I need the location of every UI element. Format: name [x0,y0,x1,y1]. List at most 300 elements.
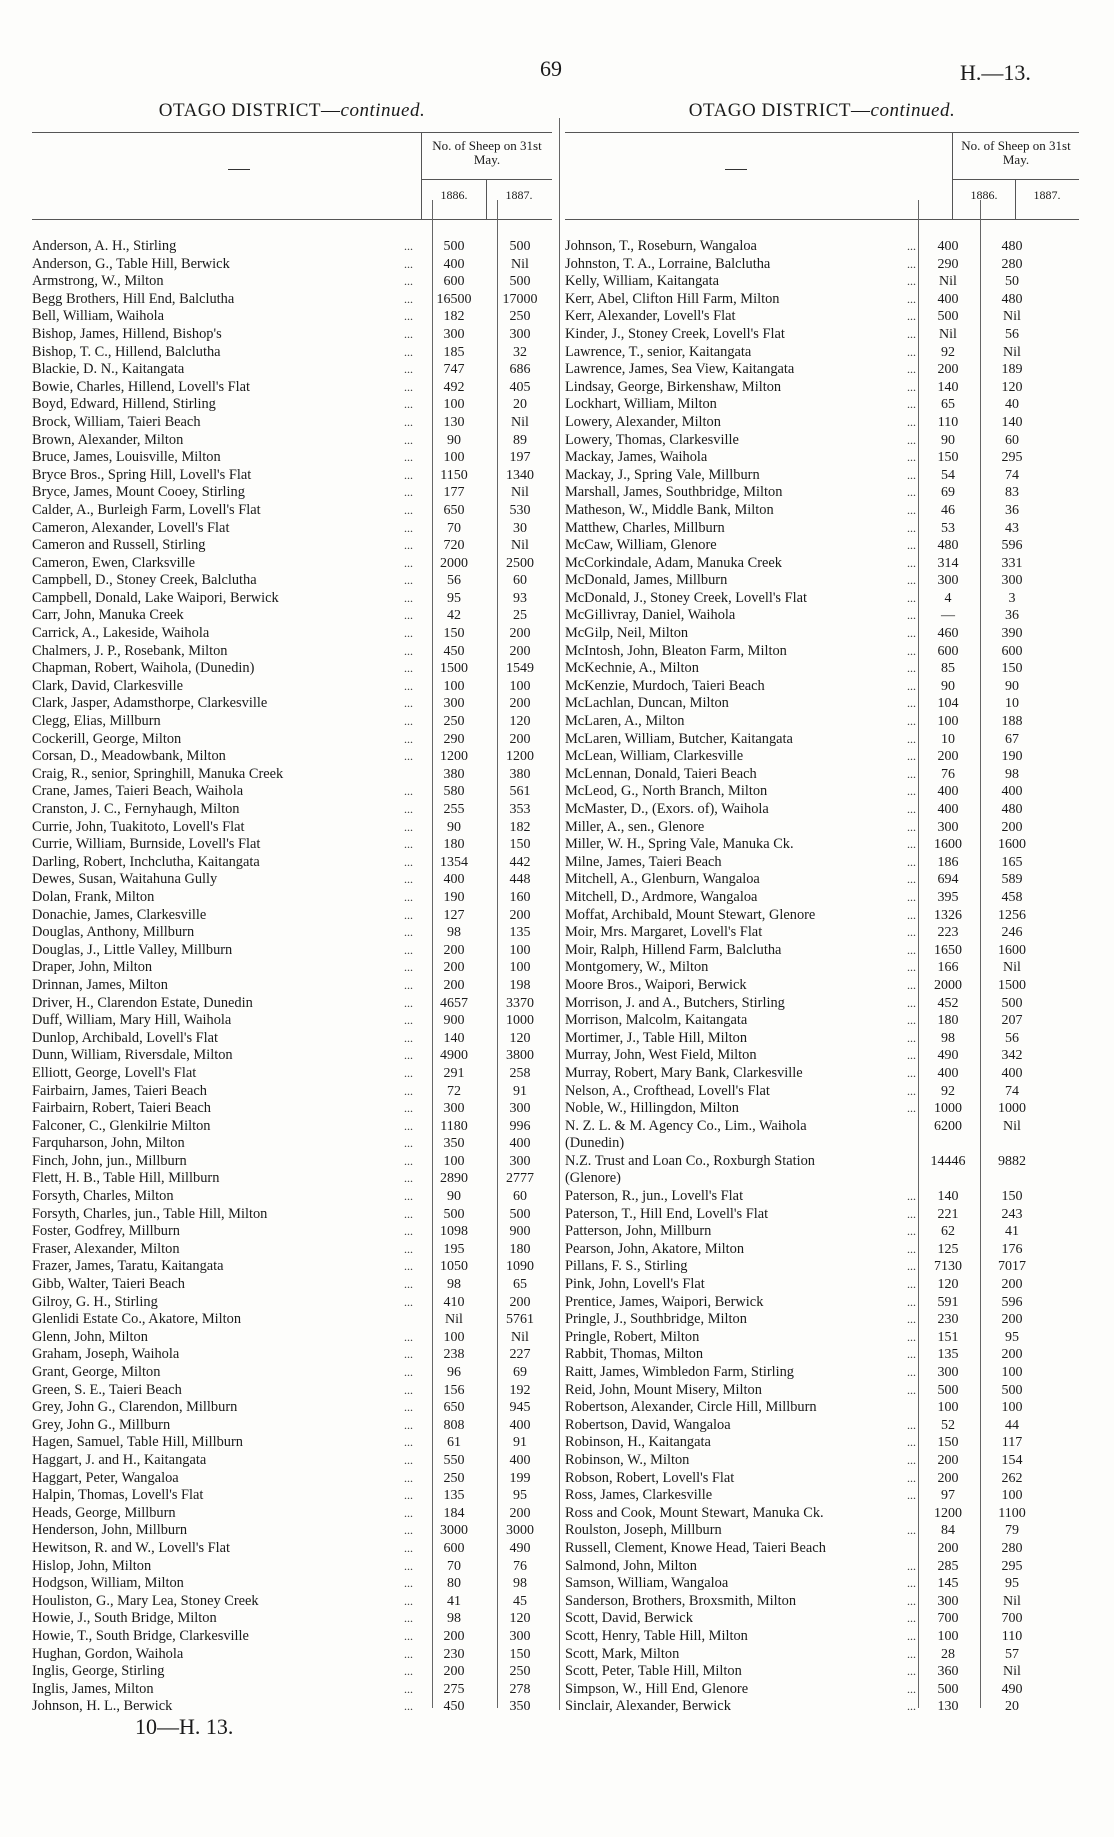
row-value-1886: 380 [443,766,465,782]
row-leader-dots: ... [907,1699,916,1714]
row-leader-dots: ... [907,256,916,271]
row-value-1886: 52 [941,1417,955,1433]
row-name: Forsyth, Charles, jun., Table Hill, Milton [32,1205,268,1222]
row-name: Dolan, Frank, Milton [32,888,155,905]
row-value-1886: 238 [443,1347,465,1363]
row-value-1887: 176 [1001,1241,1023,1257]
table-row [32,854,552,872]
row-value-1886: 600 [937,643,959,659]
row-leader-dots: ... [404,1646,413,1661]
row-name: Bell, William, Waihola [32,308,165,325]
table-row [32,942,552,960]
left-sheep-group [421,133,552,219]
row-value-1887: 700 [1001,1611,1023,1627]
row-name: Raitt, James, Wimbledon Farm, Stirling [565,1364,794,1380]
row-leader-dots: ... [907,1576,916,1591]
row-leader-dots: ... [404,925,413,940]
row-value-1887: 400 [1001,784,1023,800]
row-value-1886: 10 [941,731,955,747]
table-row [32,291,552,309]
table-row [32,819,552,837]
row-name: Glenn, John, Milton [32,1328,148,1345]
row-value-1887: 57 [1005,1646,1019,1662]
row-value-1887: 300 [509,326,531,342]
row-value-1887: 36 [1005,502,1019,518]
row-value-1887: 83 [1005,485,1019,501]
row-leader-dots: ... [404,907,413,922]
row-leader-dots: ... [907,1065,916,1080]
row-name: Morrison, J. and A., Butchers, Stirling [565,994,785,1011]
row-name: Brown, Alexander, Milton [32,431,184,448]
row-leader-dots: ... [404,731,413,746]
row-leader-dots: ... [907,1259,916,1274]
row-name: Miller, W. H., Spring Vale, Manuka Ck. [565,836,794,853]
row-value-1887: 250 [509,1664,531,1680]
row-leader-dots: ... [907,1277,916,1292]
table-row [32,1100,552,1118]
left-table-body [32,220,552,1716]
row-leader-dots: ... [907,1048,916,1063]
table-row [32,1505,552,1523]
row-name: Corsan, D., Meadowbank, Milton [32,748,226,765]
row-leader-dots: ... [404,1136,413,1151]
row-value-1887: 17000 [502,291,538,307]
row-leader-dots: ... [404,1118,413,1133]
left-table-header [32,132,552,220]
row-leader-dots: ... [404,1593,413,1608]
row-name: Bowie, Charles, Hillend, Lovell's Flat [32,378,251,395]
row-value-1886: 184 [443,1505,465,1521]
row-value-1886: 1150 [440,467,468,483]
row-value-1886: 97 [941,1488,955,1504]
row-leader-dots: ... [404,1048,413,1063]
row-leader-dots: ... [907,1558,916,1573]
page-footer: 10—H. 13. [135,1714,234,1739]
row-name: Cameron, Ewen, Clarksville [32,554,196,571]
row-value-1887: 32 [513,344,527,360]
row-name: Driver, H., Clarendon Estate, Dunedin [32,994,253,1011]
row-value-1887: 154 [1001,1452,1023,1468]
table-row [32,959,552,977]
table-row [32,1311,552,1329]
row-value-1886: 46 [941,502,955,518]
row-leader-dots: ... [907,239,916,253]
row-name: Pringle, J., Southbridge, Milton [565,1311,747,1328]
left-column-title [32,100,552,132]
row-value-1887: 295 [1001,1558,1023,1574]
table-row [32,1258,552,1276]
right-group-label: No. of Sheep on 31st May. [961,138,1071,167]
row-leader-dots: ... [907,326,916,341]
table-row [32,1188,552,1206]
row-value-1886: 100 [443,1153,465,1169]
row-value-1886: 186 [937,854,959,870]
row-value-1886: 300 [937,1365,959,1380]
row-value-1887: 207 [1001,1013,1023,1029]
table-row [565,1399,1079,1417]
row-value-1887: 1200 [506,749,534,765]
row-leader-dots: ... [404,1259,413,1274]
table-row [32,1346,552,1364]
row-leader-dots: ... [404,1206,413,1221]
row-value-1887: 199 [509,1470,531,1486]
table-row [32,449,552,467]
row-name: Johnson, H. L., Berwick [32,1698,173,1715]
row-value-1887: 342 [1001,1048,1023,1064]
row-name: Marshall, James, Southbridge, Milton [565,484,783,501]
row-name: Noble, W., Hillingdon, Milton [565,1100,739,1117]
name-column-dash [228,169,250,170]
row-name: Fairbairn, James, Taieri Beach [32,1082,207,1099]
table-row [565,1294,1079,1312]
row-value-1886: 360 [937,1664,959,1680]
row-name: Robson, Robert, Lovell's Flat [565,1469,735,1486]
row-name: Robertson, Alexander, Circle Hill, Millburn [565,1399,817,1416]
row-value-1886: 492 [443,379,465,395]
table-row [32,238,552,256]
row-value-1886: 300 [937,573,959,589]
row-leader-dots: ... [404,520,413,535]
row-value-1887: 110 [1001,1628,1023,1644]
row-leader-dots: ... [907,1611,916,1626]
row-value-1886: 127 [443,907,465,923]
row-value-1887: 480 [1001,239,1023,254]
row-value-1886: 400 [937,1065,959,1081]
row-leader-dots: ... [404,573,413,588]
table-row [32,1276,552,1294]
row-value-1887: 2500 [506,555,534,571]
row-value-1886: 2000 [934,977,962,993]
row-value-1887: 200 [1001,1277,1023,1293]
row-value-1887: 200 [1001,1347,1023,1363]
row-value-1887: 1256 [998,907,1026,923]
row-value-1887: 180 [509,1241,531,1257]
row-leader-dots: ... [907,1312,916,1327]
row-leader-dots: ... [907,1013,916,1028]
row-value-1887: 60 [513,573,527,589]
row-value-1886: 4900 [440,1048,468,1064]
row-leader-dots: ... [907,942,916,957]
row-value-1886: 1650 [934,942,962,958]
table-row [565,1698,1079,1716]
row-value-1887: 530 [509,502,531,518]
right-group-rule [953,179,1079,180]
row-leader-dots: ... [404,485,413,500]
table-row [565,1083,1079,1101]
row-leader-dots: ... [404,291,413,306]
row-leader-dots: ... [907,749,916,764]
table-row [32,1030,552,1048]
row-leader-dots: ... [907,854,916,869]
table-row [565,819,1079,837]
row-value-1887: 100 [509,678,531,694]
table-row [32,379,552,397]
row-name: Campbell, Donald, Lake Waipori, Berwick [32,589,279,606]
table-row [565,326,1079,344]
row-name: Boyd, Edward, Hillend, Stirling [32,396,216,413]
table-row [32,1558,552,1576]
table-row [565,977,1079,995]
table-row [32,1663,552,1681]
table-row [32,1364,552,1382]
row-name: Bishop, James, Hillend, Bishop's [32,325,222,342]
row-value-1887: 120 [509,1030,531,1046]
row-name: Cameron, Alexander, Lovell's Flat [32,519,230,536]
row-value-1886: 1200 [934,1505,962,1521]
row-value-1887: 1549 [506,661,534,677]
row-name: Currie, John, Tuakitoto, Lovell's Flat [32,818,245,835]
row-name: McCorkindale, Adam, Manuka Creek [565,554,783,571]
row-value-1886: 130 [937,1699,959,1715]
row-name: Calder, A., Burleigh Farm, Lovell's Flat [32,501,261,518]
row-name: Mitchell, A., Glenburn, Wangaloa [565,871,760,888]
row-leader-dots: ... [404,1083,413,1098]
row-leader-dots: ... [404,1488,413,1503]
right-table-body [565,220,1079,1716]
row-name: Carr, John, Manuka Creek [32,607,184,624]
row-name: Bryce, James, Mount Cooey, Stirling [32,484,245,501]
row-name: Salmond, John, Milton [565,1557,697,1574]
row-leader-dots: ... [907,1452,916,1467]
row-value-1887: 3370 [506,995,534,1011]
table-row [32,467,552,485]
row-value-1886: Nil [445,1312,463,1328]
table-row [565,678,1079,696]
row-leader-dots: ... [404,239,413,253]
row-value-1887: 36 [1005,608,1019,624]
row-value-1886: 395 [937,889,959,905]
row-value-1886: 100 [937,714,959,730]
row-leader-dots: ... [404,450,413,465]
table-row [32,1452,552,1470]
row-value-1887: 200 [509,1294,531,1310]
row-leader-dots: ... [404,1153,413,1168]
row-value-1886: 223 [937,925,959,941]
row-value-1887: 150 [1001,661,1023,677]
table-row [32,1399,552,1417]
row-leader-dots: ... [404,256,413,271]
table-row [32,1540,552,1558]
row-value-1886: 151 [937,1329,959,1345]
row-value-1886: 300 [443,696,465,712]
row-value-1887: 200 [1001,1312,1023,1328]
row-name: Frazer, James, Taratu, Kaitangata [32,1258,224,1275]
row-name: Paterson, R., jun., Lovell's Flat [565,1188,744,1205]
left-group-label: No. of Sheep on 31st May. [432,138,542,167]
row-name: Currie, William, Burnside, Lovell's Flat [32,836,261,853]
row-name: Drinnan, James, Milton [32,976,168,993]
row-value-1886: 72 [447,1083,461,1099]
row-value-1887: 20 [513,397,527,413]
row-value-1887: 1000 [506,1013,534,1029]
right-table-header [565,132,1079,220]
table-row [565,1452,1079,1470]
row-value-1886: 1098 [440,1224,468,1240]
row-leader-dots: ... [404,1681,413,1696]
row-value-1887: Nil [511,538,529,554]
row-value-1887: 79 [1005,1523,1019,1539]
row-value-1886: 200 [937,362,959,378]
table-row [32,924,552,942]
table-row [565,643,1079,661]
row-leader-dots: ... [907,397,916,412]
row-leader-dots: ... [404,344,413,359]
row-value-1887: 190 [1001,749,1023,765]
row-name: McLaren, A., Milton [565,713,685,730]
row-leader-dots: ... [907,1646,916,1661]
table-row [565,1346,1079,1364]
table-row [565,1100,1079,1118]
row-value-1886: 2000 [440,555,468,571]
row-value-1886: 350 [443,1136,465,1152]
table-row [32,572,552,590]
row-name: McDonald, J., Stoney Creek, Lovell's Flat [565,589,808,606]
row-name: Pearson, John, Akatore, Milton [565,1240,745,1257]
table-row [565,1417,1079,1435]
row-value-1887: 50 [1005,274,1019,290]
row-leader-dots: ... [404,1347,413,1362]
row-value-1886: 100 [443,678,465,694]
row-name: Finch, John, jun., Millburn [32,1152,187,1169]
row-value-1887: 480 [1001,802,1023,817]
row-value-1886: 41 [447,1593,461,1609]
row-value-1887: 262 [1001,1470,1023,1486]
row-leader-dots: ... [907,1365,916,1379]
table-row [32,414,552,432]
row-value-1886: 182 [443,309,465,325]
row-value-1886: 28 [941,1646,955,1662]
row-leader-dots: ... [404,379,413,394]
row-leader-dots: ... [404,1171,413,1186]
row-leader-dots: ... [404,502,413,517]
row-name: Craig, R., senior, Springhill, Manuka Creek [32,765,284,782]
table-row [565,713,1079,731]
row-name: Hislop, John, Milton [32,1557,152,1574]
row-leader-dots: ... [404,1294,413,1309]
table-row [32,555,552,573]
row-value-1887: 390 [1001,626,1023,642]
row-value-1886: 200 [937,1452,959,1468]
table-row [32,731,552,749]
row-value-1886: 4657 [440,995,468,1011]
row-leader-dots: ... [907,379,916,394]
row-value-1887: Nil [1003,1593,1021,1609]
row-value-1887: 197 [509,450,531,466]
left-title-italic: continued. [340,100,426,121]
row-leader-dots: ... [907,1030,916,1045]
row-leader-dots: ... [404,590,413,605]
right-col-rule-1887 [980,200,981,1708]
table-row [565,273,1079,291]
left-year-1887: 1887. [505,188,533,202]
row-value-1886: 110 [937,414,959,430]
row-value-1886: 300 [443,1101,465,1117]
row-value-1887: 98 [513,1576,527,1592]
row-leader-dots: ... [404,1329,413,1344]
row-value-1886: 450 [443,1699,465,1715]
table-row [565,308,1079,326]
row-value-1886: 177 [443,485,465,501]
row-name: Donachie, James, Clarkesville [32,906,207,923]
row-leader-dots: ... [404,1628,413,1643]
row-leader-dots: ... [907,731,916,746]
row-value-1886: 650 [443,1400,465,1416]
row-name: Duff, William, Mary Hill, Waihola [32,1012,232,1029]
row-leader-dots: ... [404,678,413,693]
table-row [32,432,552,450]
row-name: McLaren, William, Butcher, Kaitangata [565,730,793,747]
table-row [565,1434,1079,1452]
row-value-1887: 1090 [506,1259,534,1275]
row-value-1887: 1600 [998,942,1026,958]
row-leader-dots: ... [907,274,916,289]
row-leader-dots: ... [907,1294,916,1309]
row-leader-dots: ... [404,1540,413,1555]
table-row [32,326,552,344]
table-row [565,256,1079,274]
row-leader-dots: ... [404,1030,413,1045]
row-value-1886: 100 [937,1628,959,1644]
table-row [565,449,1079,467]
row-value-1886: 16500 [436,291,472,307]
row-name: Rabbit, Thomas, Milton [565,1346,704,1363]
row-leader-dots: ... [404,942,413,957]
table-row [565,607,1079,625]
row-leader-dots: ... [907,1593,916,1608]
row-name: Patterson, John, Millburn [565,1223,712,1240]
left-col-rule-1886 [432,200,433,1708]
row-leader-dots: ... [404,749,413,764]
row-name: Nelson, A., Crofthead, Lovell's Flat [565,1082,770,1099]
table-row [565,1382,1079,1400]
row-name: Pink, John, Lovell's Flat [565,1276,705,1293]
row-name: Bryce Bros., Spring Hill, Lovell's Flat [32,466,252,483]
table-row [32,660,552,678]
row-value-1887: 996 [509,1118,531,1134]
page-number: 69 [540,56,562,81]
row-leader-dots: ... [907,1435,916,1450]
row-value-1886: 600 [443,1540,465,1556]
row-value-1886: 480 [937,538,959,554]
right-year-1887: 1887. [1033,188,1061,202]
row-value-1887: 380 [509,766,531,782]
table-row [565,889,1079,907]
row-value-1887: Nil [1003,960,1021,976]
row-value-1886: 150 [937,1435,959,1451]
row-leader-dots: ... [907,1382,916,1397]
row-leader-dots: ... [907,538,916,553]
row-name: McCaw, William, Glenore [565,537,717,554]
row-value-1886: 120 [937,1277,959,1293]
row-value-1886: 7130 [934,1259,962,1275]
row-leader-dots: ... [404,1611,413,1626]
row-name: Moore Bros., Waipori, Berwick [565,976,747,993]
row-leader-dots: ... [404,414,413,429]
row-name: Mackay, J., Spring Vale, Millburn [565,466,760,483]
table-row [565,783,1079,801]
row-value-1887: 600 [1001,643,1023,659]
row-name: Samson, William, Wangaloa [565,1575,729,1592]
row-leader-dots: ... [907,696,916,711]
row-leader-dots: ... [404,1417,413,1432]
table-row [32,871,552,889]
table-row [32,1628,552,1646]
row-name: McMaster, D., (Exors. of), Waihola [565,801,769,817]
row-leader-dots: ... [907,1206,916,1221]
table-row [565,572,1079,590]
table-row [565,379,1079,397]
row-value-1886: 54 [941,467,955,483]
